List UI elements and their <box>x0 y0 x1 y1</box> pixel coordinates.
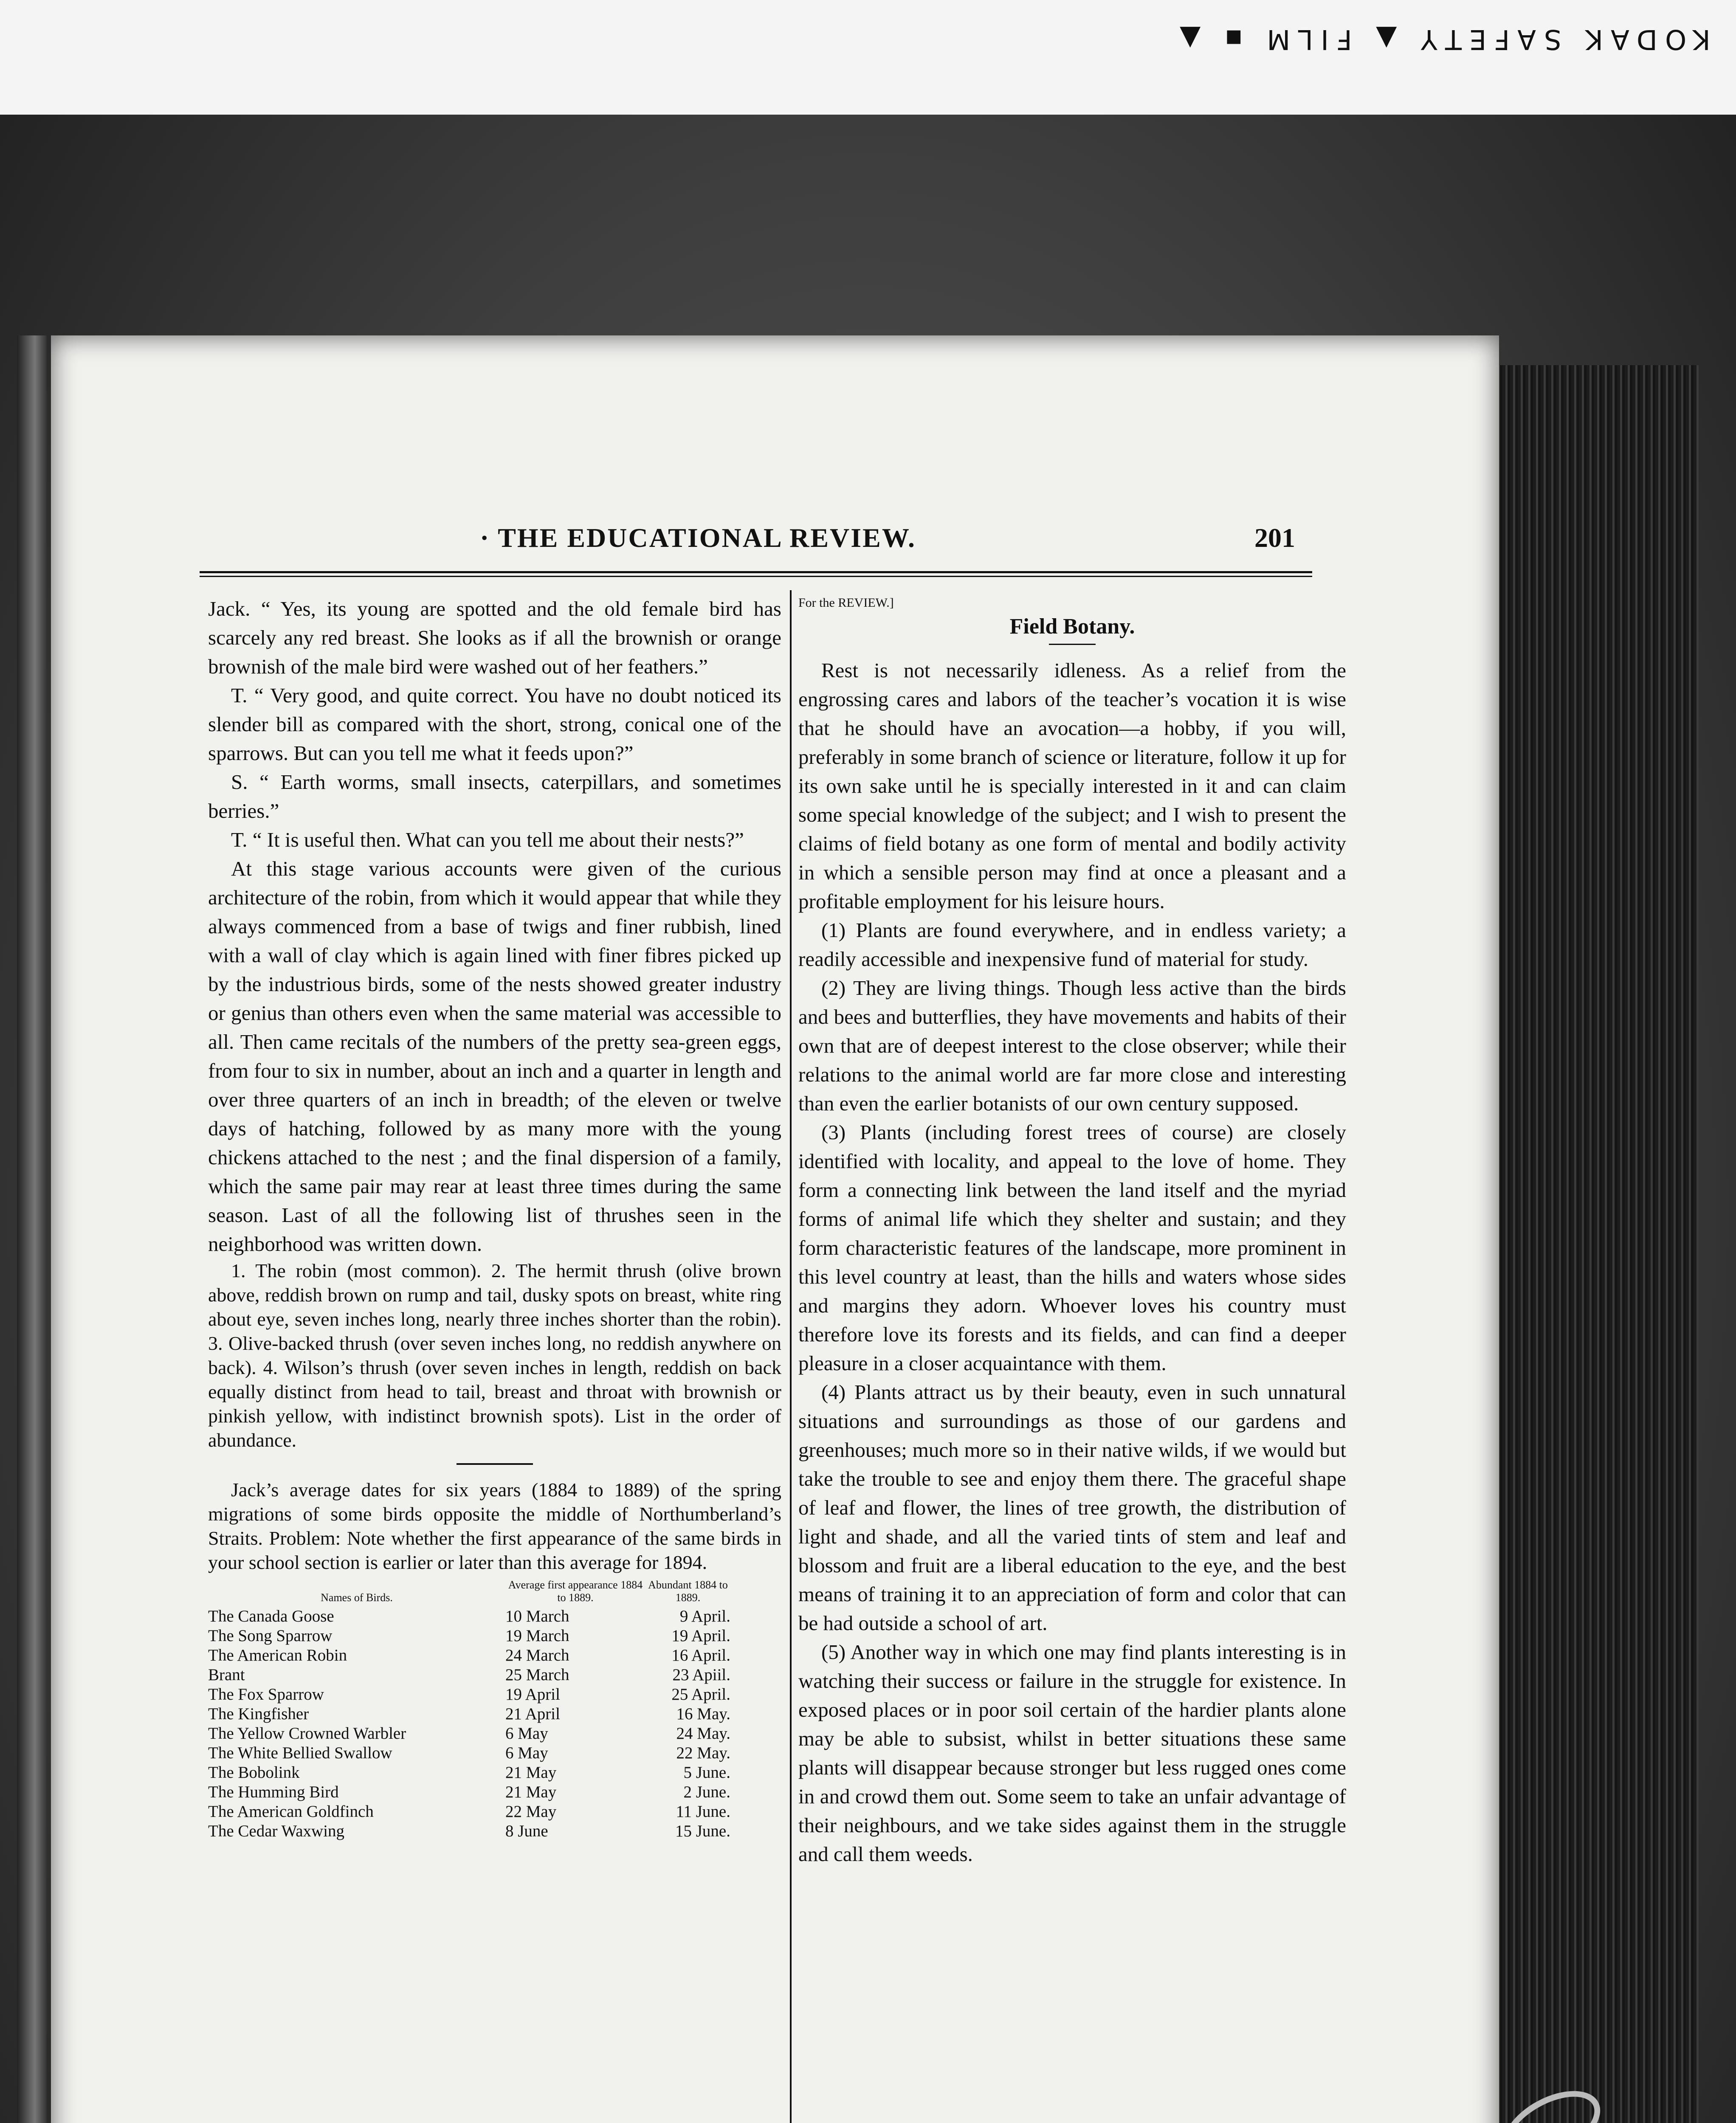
first-appearance-cell: 10 March <box>505 1607 569 1625</box>
bird-name-cell: The Kingfisher <box>208 1705 309 1723</box>
first-appearance-cell: 21 April <box>505 1705 560 1723</box>
abundant-date-cell: 19 April. <box>671 1627 730 1645</box>
table-row <box>208 1763 781 1782</box>
header-bird-names: Names of Birds. <box>321 1591 393 1604</box>
bird-name-cell: The Humming Bird <box>208 1783 339 1801</box>
abundant-date-cell: 16 April. <box>671 1646 730 1664</box>
abundant-date-cell: 16 May. <box>676 1705 730 1723</box>
thrush-list: 1. The robin (most common). 2. The hermit thrush (olive brown above, reddish brown on rump and tail, dusky spots on breast, white ring about eye, seven inches long, nearly three inches shorter than the robin). 3. Olive-backed thrush (over seven inches long, no reddish anywhere on back). 4. Wilson’s thrush (over seven inches in length, reddish on back equally distinct from head to tail, breast and throat with brownish or pinkish yellow, with indistinct brownish spots). List in the order of abundance. <box>208 1260 781 1451</box>
narrative-paragraph: At this stage various accounts were given of the curious architecture of the robin, from which it would appear that while they always commenced from a base of twigs and finer rubbish, lined with a wall of clay which is again lined with finer fibres picked up by the industrious birds, some of the nests showed greater industry or genius than others even when the same material was accessible to all. Then came recitals of the numbers of the pretty sea-green eggs, from four to six in number, about an inch and a quarter in length and over three quarters of an inch in breadth; of the eleven or twelve days of hatching, followed by as many more with the young chickens attached to the nest ; and the final dispersion of a family, which the same pair may rear at least three times during the same season. Last of all the following list of thrushes seen in the neighborhood was written down. <box>208 857 781 1256</box>
first-appearance-cell: 8 June <box>505 1822 548 1840</box>
article-paragraph: Rest is not necessarily idleness. As a relief from the engrossing cares and labors of the teacher’s vocation it is wise that he should have an avocation—a hobby, if you will, preferably in some branch of science or literature, follow it up for its own sake until he is specially interested in it and can claim some special knowledge of the subject; and I wish to present the claims of field botany as one form of mental and bodily activity in which a sensible person may find at once a pleasant and a profitable employment for his leisure hours. <box>798 659 1346 913</box>
first-appearance-cell: 19 April <box>505 1685 560 1703</box>
abundant-date-cell: 9 April. <box>679 1607 730 1625</box>
journal-title: · THE EDUCATIONAL REVIEW. <box>480 523 916 553</box>
table-row <box>208 1685 781 1704</box>
table-row <box>208 1626 781 1646</box>
table-body <box>208 1607 781 1841</box>
abundant-date-cell: 24 May. <box>676 1724 730 1743</box>
bird-name-cell: The Song Sparrow <box>208 1627 333 1645</box>
bird-name-cell: The Yellow Crowned Warbler <box>208 1724 406 1743</box>
first-appearance-cell: 19 March <box>505 1627 569 1645</box>
article-title: Field Botany. <box>1009 614 1135 639</box>
running-header <box>480 522 1295 560</box>
table-row <box>208 1822 781 1841</box>
first-appearance-cell: 6 May <box>505 1744 548 1762</box>
dialogue-paragraph: T. “ Very good, and quite correct. You have no doubt noticed its slender bill as compared with the short, strong, conical one of the sparrows. But can you tell me what it feeds upon?” <box>208 684 781 765</box>
facing-page-edge <box>17 335 47 2123</box>
column-divider <box>790 590 792 2123</box>
bird-name-cell: The White Bellied Swallow <box>208 1744 392 1762</box>
abundant-date-cell: 22 May. <box>676 1744 730 1762</box>
article-paragraph: (1) Plants are found everywhere, and in endless variety; a readily accessible and inexpensive fund of material for study. <box>798 918 1346 971</box>
article-paragraph: (2) They are living things. Though less active than the birds and bees and butterflies, they have movements and habits of their own that are of deepest interest to the close observer; while their relations to the animal world are far more close and interesting than even the earlier botanists of our own century supposed. <box>798 976 1346 1115</box>
article-paragraph: (4) Plants attract us by their beauty, even in such unnatural situations and surroundings as those of our gardens and greenhouses; much more so in their native wilds, if we would but take the trouble to see and enjoy them there. The graceful shape of leaf and flower, the lines of tree growth, the distribution of light and shade, and all the varied tints of stem and leaf and blossom and fruit are a liberal education to the eye, and the best means of training it to an appreciation of form and color that can be had outside a school of art. <box>798 1380 1346 1635</box>
first-appearance-cell: 22 May <box>505 1802 557 1821</box>
table-header <box>208 1579 781 1604</box>
bird-name-cell: The Canada Goose <box>208 1607 334 1625</box>
abundant-date-cell: 23 Apiil. <box>672 1666 730 1684</box>
article-paragraph: (5) Another way in which one may find plants interesting is in watching their success or failure in the struggle for existence. In exposed places or in poor soil certain of the hardier plants alone may be able to subsist, whilst in better situations these same plants will disappear because stronger but less rugged ones come in and crowd them out. Some seem to take an unfair advantage of their neighbours, and we take sides against them in the struggle and call them weeds. <box>798 1640 1346 1866</box>
table-row <box>208 1646 781 1665</box>
dialogue-paragraph: S. “ Earth worms, small insects, caterpillars, and sometimes berries.” <box>208 770 781 822</box>
film-edge-text: KODAK SAFETY ▲ FILM ▪ ▲ <box>1172 23 1711 55</box>
table-row <box>208 1665 781 1685</box>
first-appearance-cell: 24 March <box>505 1646 569 1664</box>
dialogue-paragraph: T. “ It is useful then. What can you tell me about their nests?” <box>231 828 744 851</box>
header-first-appearance: Average first appearance 1884 to 1889. <box>508 1579 643 1604</box>
dialogue-paragraph: Jack. “ Yes, its young are spotted and the old female bird has scarcely any red breast. She looks as if all the brownish or orange brownish of the male bird were washed out of her feathers.” <box>208 597 781 678</box>
table-row <box>208 1782 781 1802</box>
table-row <box>208 1607 781 1626</box>
bird-name-cell: The Cedar Waxwing <box>208 1822 345 1840</box>
header-rule <box>200 571 1312 577</box>
table-row <box>208 1704 781 1724</box>
bird-name-cell: Brant <box>208 1666 245 1684</box>
table-row <box>208 1743 781 1763</box>
migration-intro: Jack’s average dates for six years (1884 to 1889) of the spring migrations of some birds opposite the middle of Northumberland’s Straits. Problem: Note whether the first appearance of the same birds in your school section is earlier or later than this average for 1894. <box>208 1479 781 1573</box>
bird-name-cell: The American Robin <box>208 1646 347 1664</box>
first-appearance-cell: 21 May <box>505 1783 557 1801</box>
left-column <box>208 594 781 1841</box>
bird-name-cell: The Bobolink <box>208 1763 300 1782</box>
first-appearance-cell: 21 May <box>505 1763 557 1782</box>
abundant-date-cell: 2 June. <box>683 1783 730 1801</box>
abundant-date-cell: 11 June. <box>676 1802 730 1821</box>
migration-table <box>208 1579 781 1841</box>
header-abundant: Abundant 1884 to 1889. <box>648 1579 728 1604</box>
article-paragraph: (3) Plants (including forest trees of course) are closely identified with locality, and appeal to the love of home. They form a connecting link between the land itself and the myriad forms of animal life which they shelter and sustain; and they form characteristic features of the landscape, more prominent in this level country at least, than the hills and waters whose sides and margins they adorn. Whoever loves his country must therefore love its forests and its fields, and can find a deeper pleasure in a closer acquaintance with them. <box>798 1121 1346 1375</box>
section-rule <box>457 1463 533 1465</box>
abundant-date-cell: 5 June. <box>683 1763 730 1782</box>
right-column <box>798 594 1346 1869</box>
article-byline: For the REVIEW.] <box>798 596 894 610</box>
first-appearance-cell: 6 May <box>505 1724 548 1743</box>
abundant-date-cell: 15 June. <box>675 1822 730 1840</box>
table-row <box>208 1802 781 1822</box>
book-page-edges <box>1495 365 1699 2123</box>
bird-name-cell: The American Goldfinch <box>208 1802 374 1821</box>
abundant-date-cell: 25 April. <box>671 1685 730 1703</box>
title-rule <box>1049 644 1096 645</box>
first-appearance-cell: 25 March <box>505 1666 569 1684</box>
table-row <box>208 1724 781 1743</box>
bird-name-cell: The Fox Sparrow <box>208 1685 324 1703</box>
film-strip <box>0 0 1736 115</box>
page-number: 201 <box>1254 523 1295 553</box>
